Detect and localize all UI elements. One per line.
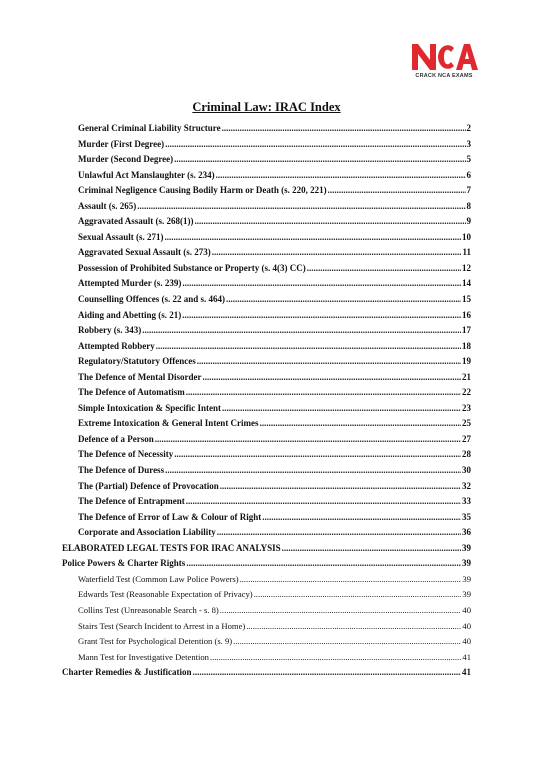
toc-entry-label: Police Powers & Charter Rights	[62, 558, 186, 569]
dot-leader	[155, 432, 461, 448]
toc-entry-label: The Defence of Automatism	[78, 387, 185, 398]
dot-leader	[186, 385, 461, 401]
dot-leader	[240, 572, 462, 588]
dot-leader	[197, 354, 461, 370]
dot-leader	[282, 541, 461, 557]
toc-entry[interactable]	[78, 183, 471, 199]
toc-entry-label: The Defence of Entrapment	[78, 496, 185, 507]
toc-entry-label: Defence of a Person	[78, 433, 154, 444]
toc-page-number: 18	[462, 340, 471, 351]
toc-entry-label: Assault (s. 265)	[78, 200, 137, 211]
toc-page-number: 40	[462, 620, 471, 631]
toc-entry-label: Charter Remedies & Justification	[62, 667, 192, 678]
toc-entry[interactable]	[78, 339, 471, 355]
toc-page-number: 40	[462, 636, 471, 647]
toc-entry[interactable]	[78, 230, 471, 246]
toc-entry-label: ELABORATED LEGAL TESTS FOR IRAC ANALYSIS	[62, 542, 281, 553]
toc-page-number: 2	[466, 123, 471, 133]
toc-entry[interactable]	[78, 401, 471, 417]
toc-page-number: 39	[462, 558, 471, 569]
dot-leader	[182, 308, 461, 324]
toc-entry[interactable]	[78, 525, 471, 541]
dot-leader	[174, 447, 461, 463]
toc-page-number: 10	[462, 231, 471, 242]
toc-entry-label: Murder (Second Degree)	[78, 154, 174, 165]
toc-entry[interactable]	[78, 152, 471, 168]
toc-entry[interactable]	[78, 463, 471, 479]
toc-page-number: 30	[462, 465, 471, 476]
toc-entry[interactable]	[78, 199, 471, 215]
toc-page-number: 5	[466, 154, 471, 165]
dot-leader	[156, 339, 461, 355]
toc-entry[interactable]	[78, 261, 471, 277]
toc-page-number: 39	[462, 542, 471, 553]
dot-leader	[222, 121, 466, 137]
toc-entry[interactable]	[62, 541, 471, 557]
dot-leader	[210, 650, 461, 666]
toc-page-number: 6	[466, 169, 471, 180]
toc-entry[interactable]	[78, 572, 471, 588]
dot-leader	[222, 401, 461, 417]
dot-leader	[226, 292, 461, 308]
dot-leader	[186, 556, 461, 572]
toc-entry-label: Grant Test for Psychological Detention (s. 9)	[78, 636, 233, 647]
toc-entry-label: Counselling Offences (s. 22 and s. 464)	[78, 294, 226, 305]
toc-entry-label: Attempted Robbery	[78, 340, 155, 351]
toc-entry-label: The Defence of Error of Law & Colour of Right	[78, 511, 262, 522]
logo-caption: CRACK NCA EXAMS	[415, 73, 473, 79]
toc-entry[interactable]	[78, 276, 471, 292]
dot-leader	[217, 525, 461, 541]
toc-entry[interactable]	[78, 416, 471, 432]
toc-page-number: 41	[462, 667, 471, 678]
dot-leader	[262, 510, 461, 526]
brand-logo	[406, 40, 482, 82]
toc-entry[interactable]	[78, 603, 471, 619]
toc-entry-label: The Defence of Duress	[78, 465, 165, 476]
toc-page-number: 41	[462, 651, 471, 662]
toc-entry[interactable]	[62, 556, 471, 572]
toc-page-number: 14	[462, 278, 471, 289]
toc-page-number: 19	[462, 356, 471, 367]
toc-page-number: 36	[462, 527, 471, 538]
toc-entry[interactable]	[78, 168, 471, 184]
toc-entry[interactable]	[78, 587, 471, 603]
toc-entry[interactable]	[78, 634, 471, 650]
toc-entry-label: Aggravated Assault (s. 268(1))	[78, 216, 194, 227]
toc-entry[interactable]	[78, 354, 471, 370]
toc-page-number: 35	[462, 511, 471, 522]
dot-leader	[165, 230, 461, 246]
toc-page-number: 27	[462, 433, 471, 444]
toc-entry-label: Unlawful Act Manslaughter (s. 234)	[78, 169, 215, 180]
dot-leader	[137, 199, 465, 215]
dot-leader	[165, 463, 461, 479]
dot-leader	[182, 276, 461, 292]
dot-leader	[202, 370, 461, 386]
toc-entry-label: Criminal Negligence Causing Bodily Harm or Death (s. 220, 221)	[78, 185, 327, 196]
toc-page-number: 39	[462, 573, 471, 584]
toc-entry[interactable]	[78, 447, 471, 463]
dot-leader	[193, 665, 461, 681]
toc-page-number: 28	[462, 449, 471, 460]
toc-entry-label: Murder (First Degree)	[78, 138, 165, 149]
toc-entry-label: General Criminal Liability Structure	[78, 123, 221, 133]
dot-leader	[186, 494, 461, 510]
toc-entry[interactable]	[78, 245, 471, 261]
toc-entry[interactable]	[78, 479, 471, 495]
toc-page-number: 32	[462, 480, 471, 491]
toc-entry[interactable]	[78, 292, 471, 308]
toc-entry[interactable]	[78, 432, 471, 448]
toc-entry-label: Simple Intoxication & Specific Intent	[78, 402, 221, 413]
toc-entry[interactable]	[62, 665, 471, 681]
dot-leader	[328, 183, 466, 199]
toc-page-number: 40	[462, 604, 471, 615]
nca-logo-icon	[406, 40, 482, 74]
toc-entry-label: Collins Test (Unreasonable Search - s. 8)	[78, 604, 219, 615]
toc-page-number: 8	[466, 200, 471, 211]
dot-leader	[195, 214, 466, 230]
toc-entry[interactable]	[78, 510, 471, 526]
toc-entry-label: Corporate and Association Liability	[78, 527, 216, 538]
toc-entry-label: The Defence of Mental Disorder	[78, 371, 202, 382]
toc-page-number: 33	[462, 496, 471, 507]
toc-page-number: 3	[466, 138, 471, 149]
dot-leader	[174, 152, 465, 168]
toc-entry[interactable]	[78, 214, 471, 230]
toc-page-number: 9	[466, 216, 471, 227]
dot-leader	[260, 416, 461, 432]
toc-entry[interactable]	[78, 121, 471, 137]
toc-page-number: 23	[462, 402, 471, 413]
toc-entry[interactable]	[78, 370, 471, 386]
toc-entry-label: Robbery (s. 343)	[78, 325, 142, 336]
dot-leader	[220, 479, 461, 495]
toc-entry-label: Sexual Assault (s. 271)	[78, 231, 164, 242]
dot-leader	[246, 619, 461, 635]
toc-entry-label: The (Partial) Defence of Provocation	[78, 480, 219, 491]
toc-page-number: 16	[462, 309, 471, 320]
toc-entry-label: Possession of Prohibited Substance or Property (s. 4(3) CC)	[78, 262, 306, 273]
toc-entry[interactable]	[78, 650, 471, 666]
toc-page-number: 7	[466, 185, 471, 196]
dot-leader	[307, 261, 461, 277]
toc-page-number: 21	[462, 371, 471, 382]
toc-entry[interactable]	[78, 619, 471, 635]
toc-entry-label: Aggravated Sexual Assault (s. 273)	[78, 247, 211, 258]
toc-entry[interactable]	[78, 323, 471, 339]
dot-leader	[216, 168, 466, 184]
toc-entry-label: Attempted Murder (s. 239)	[78, 278, 182, 289]
toc-entry-label: Regulatory/Statutory Offences	[78, 356, 196, 367]
toc-entry-label: Edwards Test (Reasonable Expectation of Privacy)	[78, 589, 253, 600]
dot-leader	[165, 137, 465, 153]
toc-page-number: 12	[462, 262, 471, 273]
table-of-contents	[0, 121, 533, 681]
toc-entry-label: Aiding and Abetting (s. 21)	[78, 309, 182, 320]
toc-entry[interactable]	[78, 385, 471, 401]
toc-entry-label: Waterfield Test (Common Law Police Powers)	[78, 573, 239, 584]
dot-leader	[233, 634, 461, 650]
toc-entry-label: Stairs Test (Search Incident to Arrest in a Home)	[78, 620, 246, 631]
toc-entry-label: The Defence of Necessity	[78, 449, 174, 460]
toc-page-number: 11	[462, 247, 471, 258]
toc-page-number: 22	[462, 387, 471, 398]
toc-entry[interactable]	[78, 308, 471, 324]
toc-entry[interactable]	[78, 137, 471, 153]
page-title: Criminal Law: IRAC Index	[192, 100, 341, 114]
dot-leader	[254, 587, 462, 603]
toc-page-number: 17	[462, 325, 471, 336]
toc-page-number: 25	[462, 418, 471, 429]
toc-entry[interactable]	[78, 494, 471, 510]
dot-leader	[220, 603, 462, 619]
toc-page-number: 15	[462, 294, 471, 305]
dot-leader	[142, 323, 461, 339]
toc-page-number: 39	[462, 589, 471, 600]
dot-leader	[212, 245, 462, 261]
toc-entry-label: Mann Test for Investigative Detention	[78, 651, 209, 662]
toc-entry-label: Extreme Intoxication & General Intent Crimes	[78, 418, 259, 429]
